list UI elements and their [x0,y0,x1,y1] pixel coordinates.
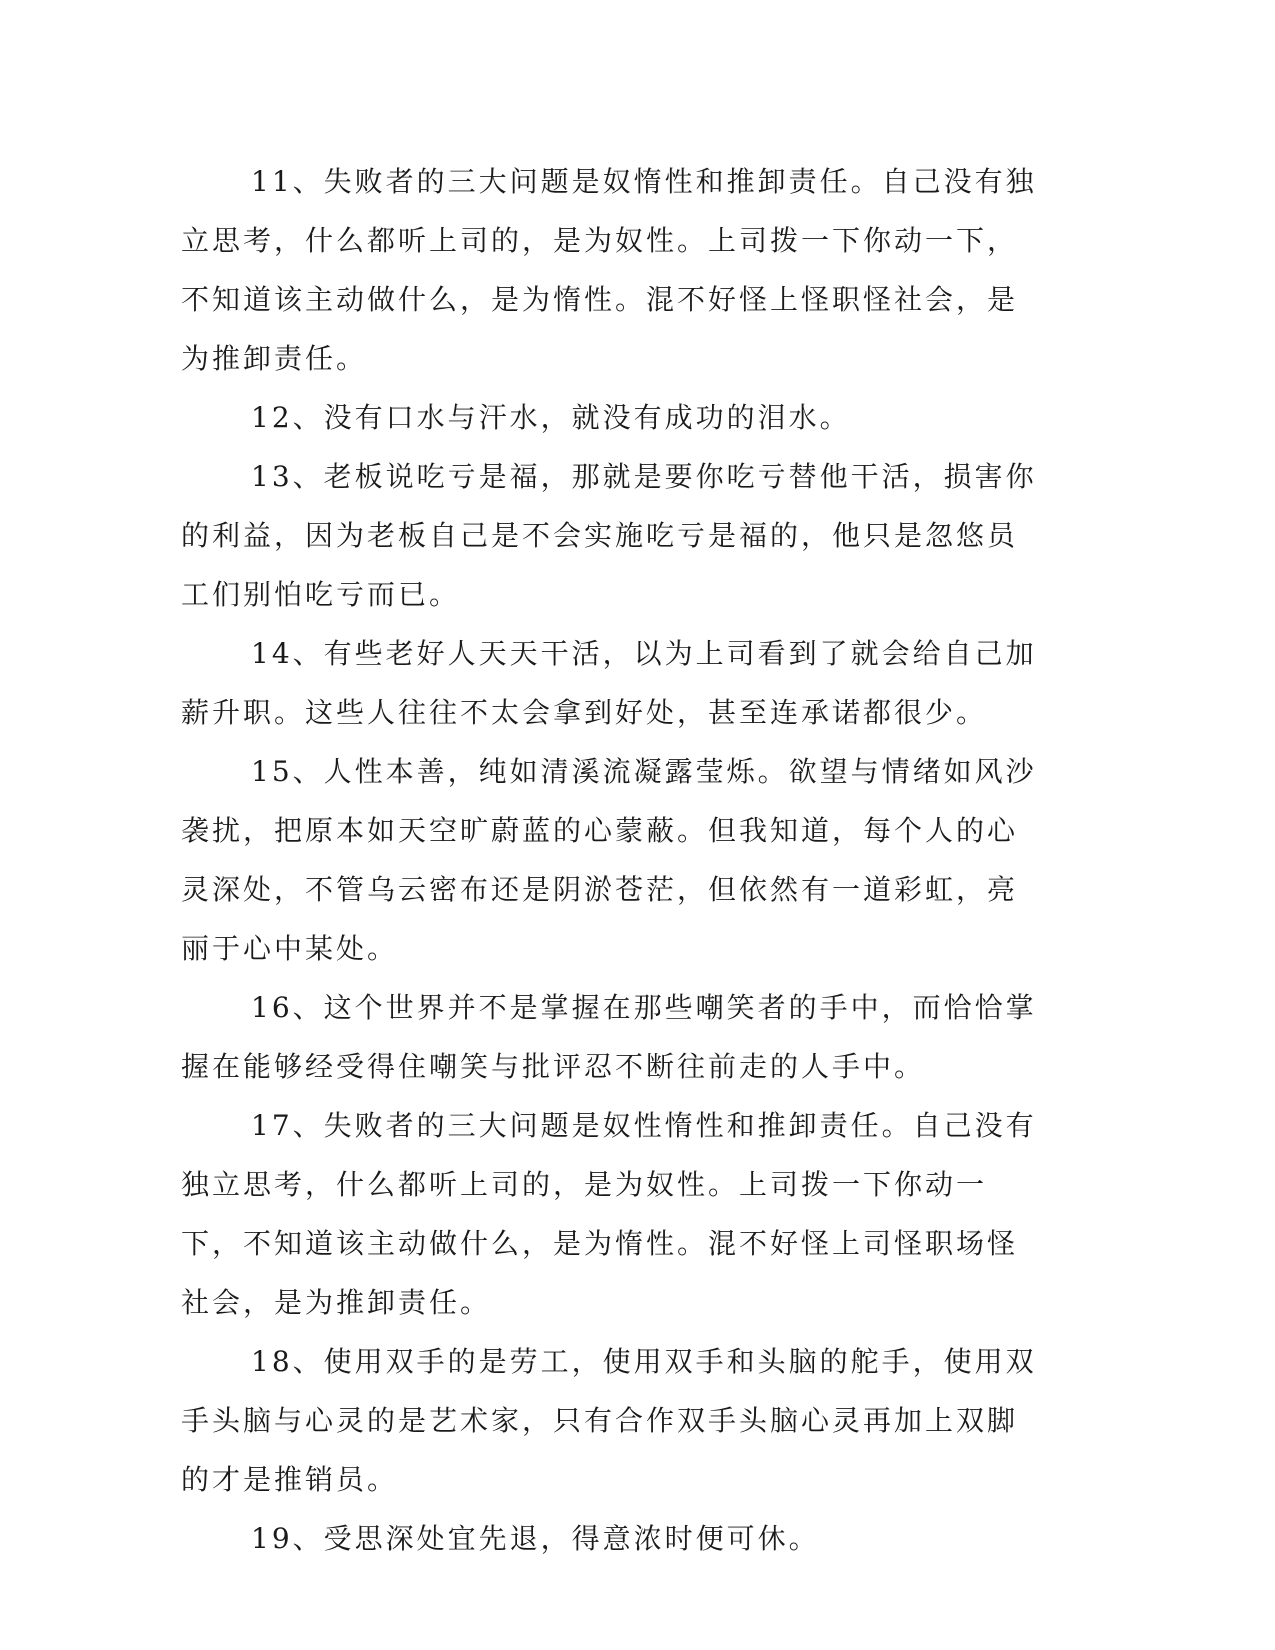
paragraph-15: 15、人性本善，纯如清溪流凝露莹烁。欲望与情绪如风沙袭扰，把原本如天空旷蔚蓝的心蒙蔽。但我知道，每个人的心灵深处，不管乌云密布还是阴淤苍茫，但依然有一道彩虹，亮丽于心中某处。 [181,755,1037,965]
paragraph-13: 13、老板说吃亏是福，那就是要你吃亏替他干活，损害你的利益，因为老板自己是不会实施吃亏是福的，他只是忽悠员工们别怕吃亏而已。 [181,460,1037,611]
paragraph-16: 16、这个世界并不是掌握在那些嘲笑者的手中，而恰恰掌握在能够经受得住嘲笑与批评忍不断往前走的人手中。 [181,991,1037,1083]
paragraph-18: 18、使用双手的是劳工，使用双手和头脑的舵手，使用双手头脑与心灵的是艺术家，只有合作双手头脑心灵再加上双脚的才是推销员。 [181,1345,1037,1496]
paragraph-19: 19、受思深处宜先退，得意浓时便可休。 [251,1522,820,1555]
paragraph-17: 17、失败者的三大问题是奴性惰性和推卸责任。自己没有独立思考，什么都听上司的，是为奴性。上司拨一下你动一下，不知道该主动做什么，是为惰性。混不好怪上司怪职场怪社会，是为推卸责任。 [181,1109,1037,1319]
paragraph-11: 11、失败者的三大问题是奴惰性和推卸责任。自己没有独立思考，什么都听上司的，是为奴性。上司拨一下你动一下，不知道该主动做什么，是为惰性。混不好怪上怪职怪社会，是为推卸责任。 [181,165,1037,375]
paragraph-14: 14、有些老好人天天干活，以为上司看到了就会给自己加薪升职。这些人往往不太会拿到好处，甚至连承诺都很少。 [181,637,1037,729]
paragraph-12: 12、没有口水与汗水，就没有成功的泪水。 [251,401,851,434]
document-body [181,152,1041,1568]
